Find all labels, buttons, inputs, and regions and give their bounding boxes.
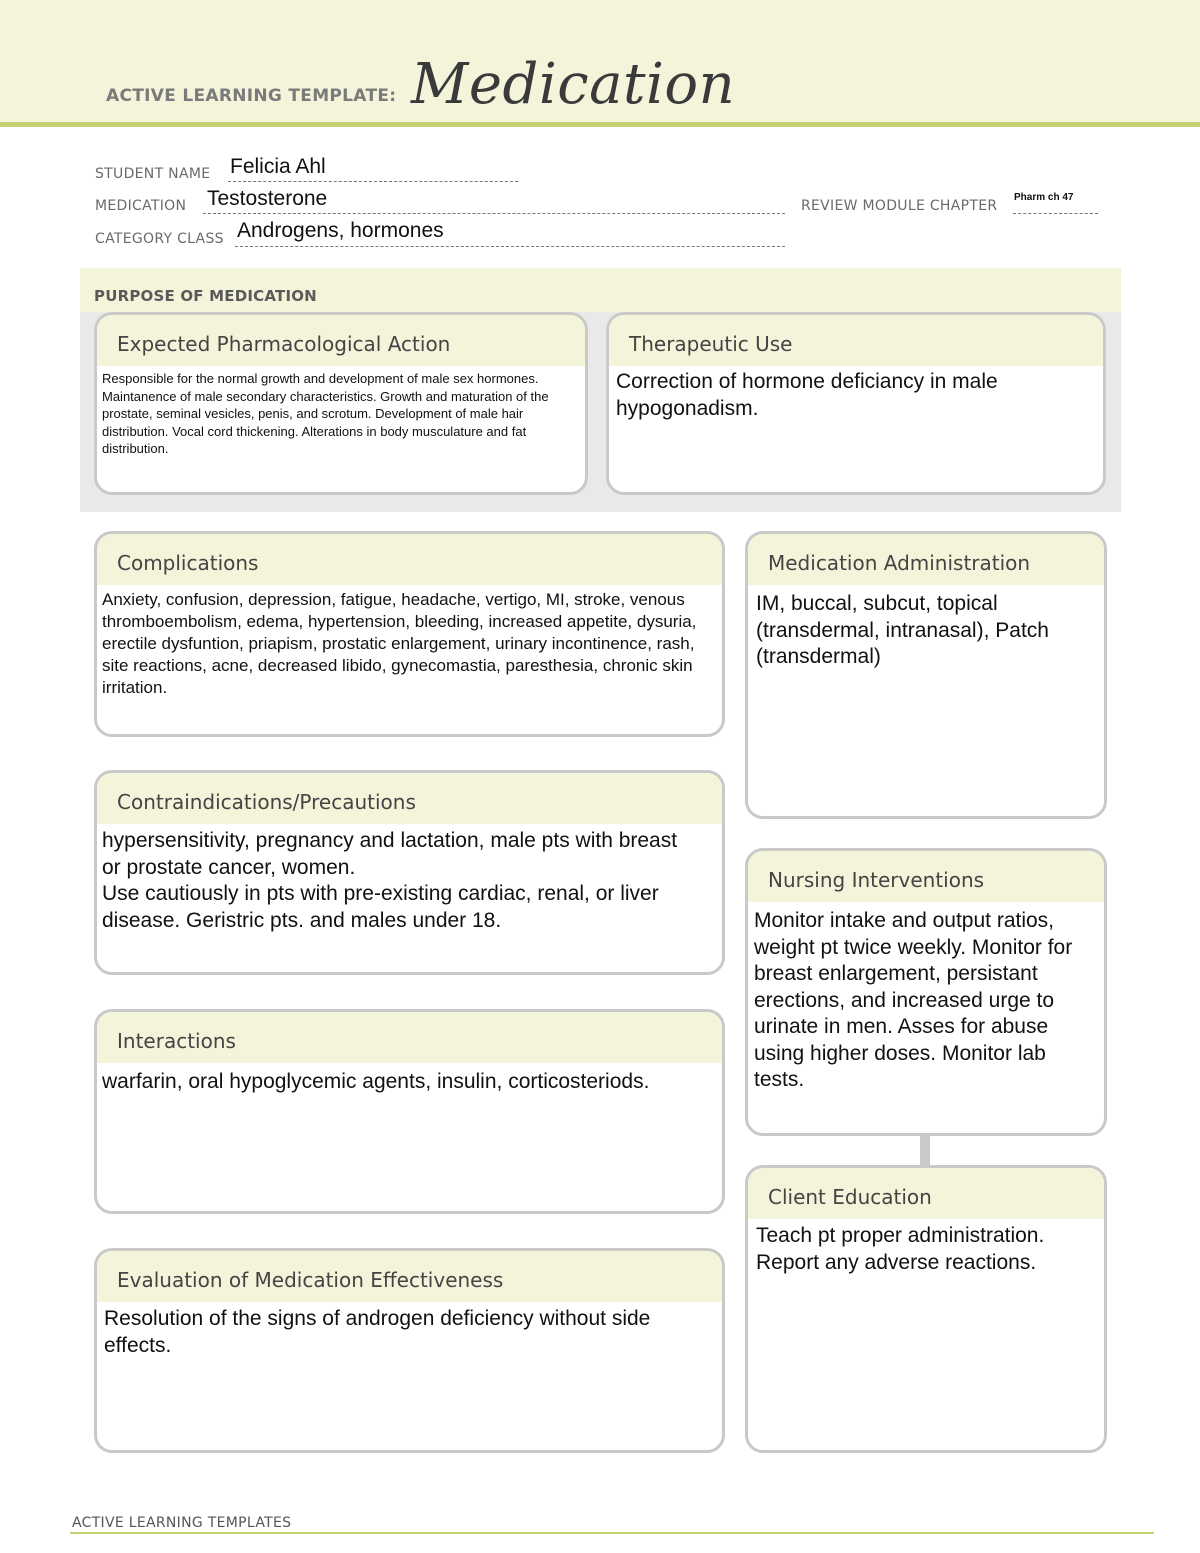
administration-box (745, 531, 1107, 819)
header-rule (0, 122, 1200, 127)
complications-text[interactable]: Anxiety, confusion, depression, fatigue, headache, vertigo, MI, stroke, venous thromboembolism, edema, hypertension, bleeding, increased appetite, dysuria, erectile dysfuntion, priapism, prostatic enlargement, urinary incontinence, rash, site reactions, acne, decreased libido, gynecomastia, paresthesia, chronic skin irritation. (102, 590, 697, 697)
template-title: Medication (411, 52, 736, 117)
therapeutic-use-text[interactable]: Correction of hormone deficiancy in male hypogonadism. (616, 370, 998, 420)
client-education-box (745, 1165, 1107, 1453)
nursing-interventions-text[interactable]: Monitor intake and output ratios, weight pt twice weekly. Monitor for breast enlargement, persistant erections, and increased urge to urinate in men. Asses for abuse using higher doses. Monitor lab tests. (754, 909, 1073, 1091)
client-education-title: Client Education (748, 1168, 1104, 1219)
contraindications-title: Contraindications/Precautions (97, 773, 722, 824)
purpose-label: PURPOSE OF MEDICATION (94, 287, 317, 305)
contraindications-box (94, 770, 725, 975)
contraindications-text[interactable] (97, 824, 722, 934)
interactions-text[interactable]: warfarin, oral hypoglycemic agents, insulin, corticosteriods. (102, 1070, 650, 1093)
medication-label: MEDICATION (95, 198, 187, 214)
student-name-field[interactable]: Felicia Ahl (230, 155, 326, 178)
review-module-field[interactable]: Pharm ch 47 (1014, 192, 1074, 203)
interactions-title: Interactions (97, 1012, 722, 1063)
therapeutic-use-box (606, 312, 1106, 495)
expected-action-title: Expected Pharmacological Action (97, 315, 585, 366)
nursing-interventions-box (745, 848, 1107, 1136)
footer-rule (70, 1532, 1154, 1534)
connector-line (920, 1136, 930, 1166)
category-class-field[interactable]: Androgens, hormones (237, 219, 444, 242)
therapeutic-use-title: Therapeutic Use (609, 315, 1103, 366)
medication-field[interactable]: Testosterone (207, 187, 328, 210)
complications-title: Complications (97, 534, 722, 585)
complications-box (94, 531, 725, 737)
evaluation-text[interactable]: Resolution of the signs of androgen deficiency without side effects. (104, 1307, 651, 1357)
nursing-interventions-title: Nursing Interventions (748, 851, 1104, 902)
administration-title: Medication Administration (748, 534, 1104, 585)
review-module-label: REVIEW MODULE CHAPTER (801, 198, 998, 214)
template-label: ACTIVE LEARNING TEMPLATE: (106, 86, 397, 106)
expected-action-box (94, 312, 588, 495)
contraindications-line-1: hypersensitivity, pregnancy and lactation, male pts with breast or prostate cancer, women. (102, 829, 678, 879)
evaluation-title: Evaluation of Medication Effectiveness (97, 1251, 722, 1302)
expected-action-text[interactable]: Responsible for the normal growth and development of male sex hormones. Maintanence of male secondary characteristics. Growth and maturation of the prostate, seminal vesicles, penis, and scrotum. Development of male hair distribution. Vocal cord thickening. Alterations in body musculature and fat distribution. (102, 371, 549, 456)
student-name-label: STUDENT NAME (95, 166, 211, 182)
evaluation-box (94, 1248, 725, 1453)
category-class-label: CATEGORY CLASS (95, 231, 224, 247)
footer-label: ACTIVE LEARNING TEMPLATES (72, 1515, 292, 1531)
client-education-text[interactable]: Teach pt proper administration. Report any adverse reactions. (756, 1224, 1045, 1274)
contraindications-line-2: Use cautiously in pts with pre-existing cardiac, renal, or liver disease. Geristric pts. and males under 18. (102, 882, 659, 932)
administration-text[interactable]: IM, buccal, subcut, topical (transdermal, intranasal), Patch (transdermal) (756, 592, 1049, 668)
interactions-box (94, 1009, 725, 1214)
